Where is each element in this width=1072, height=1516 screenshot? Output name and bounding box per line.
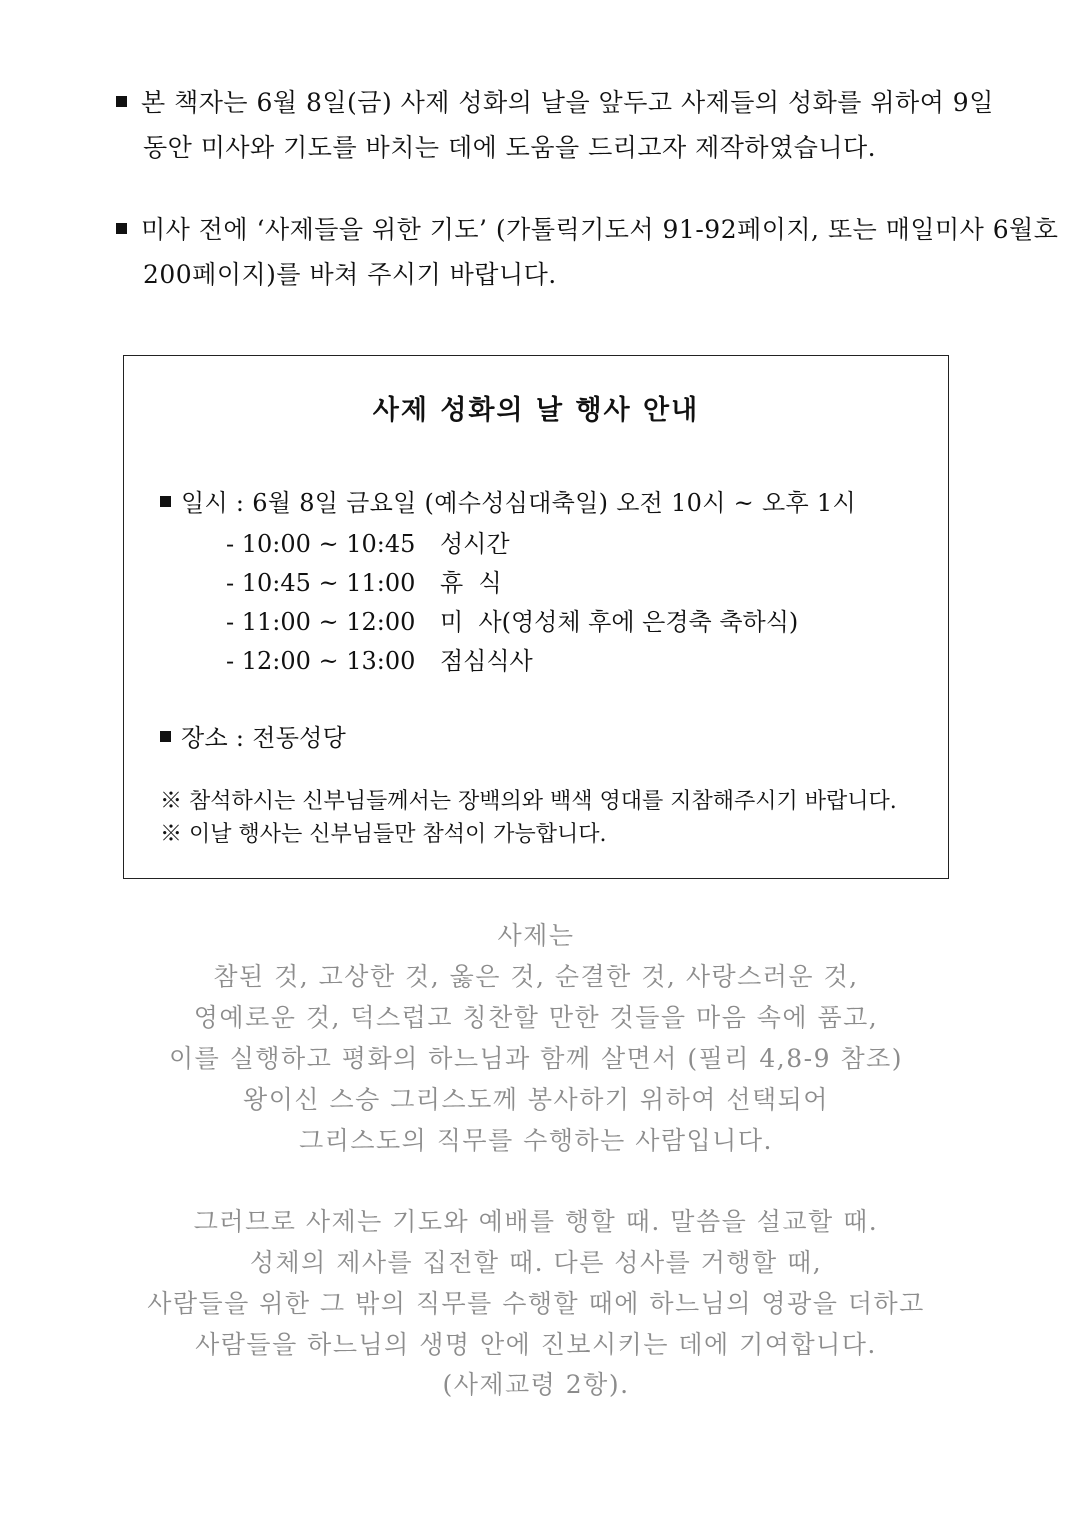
intro-paragraph-2-line-2: 200페이지)를 바쳐 주시기 바랍니다.: [143, 260, 557, 289]
schedule-row: [226, 641, 533, 676]
schedule-row: [226, 602, 798, 637]
schedule-time: - 10:45 ~ 11:00: [226, 569, 416, 597]
intro-paragraph-1: [116, 80, 994, 170]
event-datetime-text: 일시 : 6월 8일 금요일 (예수성심대축일) 오전 10시 ~ 오후 1시: [181, 489, 856, 517]
intro-paragraph-2-line-1: [116, 207, 1059, 252]
square-bullet-icon: [160, 496, 171, 507]
schedule-time: - 10:00 ~ 10:45: [226, 530, 416, 558]
quote-line: 영예로운 것, 덕스럽고 칭찬할 만한 것들을 마음 속에 품고,: [193, 1003, 879, 1032]
schedule-activity: 휴 식: [440, 569, 502, 597]
quote-line: 사람들을 하느님의 생명 안에 진보시키는 데에 기여합니다.: [195, 1330, 877, 1359]
intro-paragraph-2-text-1: 미사 전에 ‘사제들을 위한 기도’ (가톨릭기도서 91-92페이지, 또는 매일미사 6월호: [141, 215, 1059, 244]
square-bullet-icon: [160, 731, 171, 742]
event-title: 사제 성화의 날 행사 안내: [372, 395, 700, 426]
event-note-2: ※ 이날 행사는 신부님들만 참석이 가능합니다.: [160, 822, 607, 847]
intro-paragraph-1-line-1: [116, 80, 994, 125]
schedule-row: [226, 524, 510, 559]
intro-paragraph-1-line-2: 동안 미사와 기도를 바치는 데에 도움을 드리고자 제작하였습니다.: [143, 133, 877, 162]
quote-citation: (사제교령 2항).: [442, 1370, 630, 1399]
event-note-1: ※ 참석하시는 신부님들께서는 장백의와 백색 영대를 지참해주시기 바랍니다.: [160, 789, 897, 814]
quote-line: 성체의 제사를 집전할 때. 다른 성사를 거행할 때,: [249, 1248, 823, 1277]
intro-paragraph-2: [116, 207, 1059, 297]
square-bullet-icon: [116, 223, 127, 234]
quote-line: 참된 것, 고상한 것, 옳은 것, 순결한 것, 사랑스러운 것,: [213, 962, 859, 991]
quote-line: 그리스도의 직무를 수행하는 사람입니다.: [299, 1126, 773, 1155]
schedule-time: - 11:00 ~ 12:00: [226, 608, 416, 636]
quote-line: 왕이신 스승 그리스도께 봉사하기 위하여 선택되어: [243, 1085, 829, 1114]
quote-line: 사람들을 위한 그 밖의 직무를 수행할 때에 하느님의 영광을 더하고: [147, 1289, 925, 1318]
square-bullet-icon: [116, 96, 127, 107]
schedule-row: [226, 563, 502, 598]
schedule-activity: 점심식사: [440, 647, 533, 675]
intro-paragraph-1-text-1: 본 책자는 6월 8일(금) 사제 성화의 날을 앞두고 사제들의 성화를 위하여 9일: [141, 88, 994, 117]
quote-line: 이를 실행하고 평화의 하느님과 함께 살면서 (필리 4,8-9 참조): [169, 1044, 903, 1073]
quote-line: 그러므로 사제는 기도와 예배를 행할 때. 말씀을 설교할 때.: [193, 1207, 879, 1236]
schedule-activity: 미 사(영성체 후에 은경축 축하식): [440, 608, 799, 636]
schedule-time: - 12:00 ~ 13:00: [226, 647, 416, 675]
event-place: [160, 718, 346, 753]
event-datetime: [160, 483, 856, 518]
schedule-activity: 성시간: [440, 530, 510, 558]
event-place-text: 장소 : 전동성당: [181, 724, 347, 752]
quote-line: 사제는: [497, 921, 575, 950]
